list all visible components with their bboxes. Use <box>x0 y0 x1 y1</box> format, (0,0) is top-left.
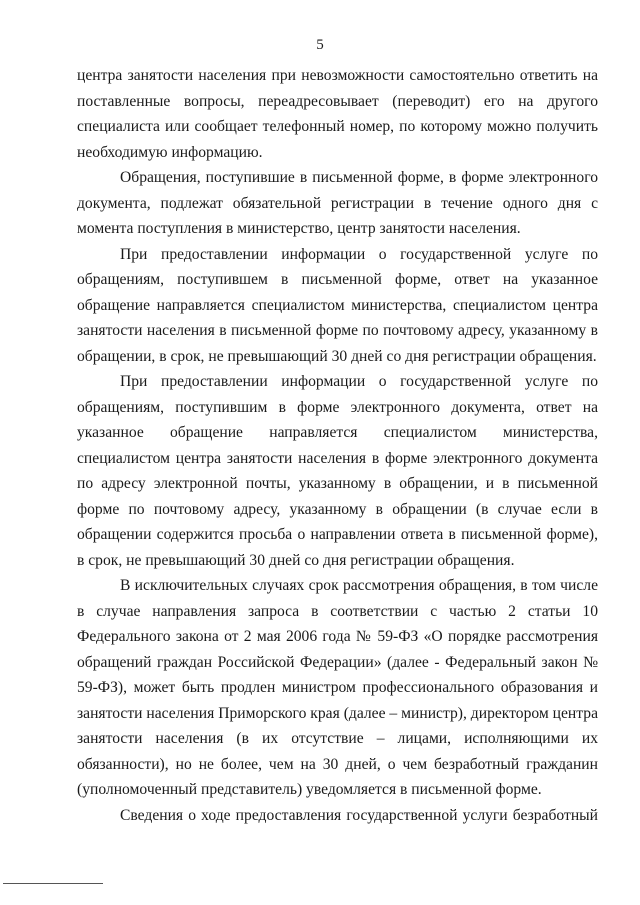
footnote-rule <box>3 883 103 884</box>
page-number: 5 <box>316 37 324 53</box>
paragraph-progress-info: Сведения о ходе предоставления государственной услуги безработный <box>120 806 598 824</box>
paragraph-extension: В исключительных случаях срок рассмотрения обращения, в том числе в случае направления запроса в соответствии с частью 2 статьи 10 Федерального закона от 2 мая 2006 года № 59-ФЗ «О порядке рассмотрения обращений граждан Российской Федерации» (далее - Федеральный закон № 59-ФЗ), может быть продлен министром профессионального образования и занятости населения Приморского края (далее – министр), директором центра занятости населения (в их отсутствие – лицами, исполняющими их обязанности), но не более, чем на 30 дней, о чем безработный гражданин (уполномоченный представитель) уведомляется в письменной форме. <box>77 577 598 798</box>
paragraph-registration: Обращения, поступившие в письменной форме, в форме электронного документа, подлежат обязательной регистрации в течение одного дня с момента поступления в министерство, центр занятости населения. <box>77 169 598 237</box>
paragraph-continuation: центра занятости населения при невозможности самостоятельно ответить на поставленные вопросы, переадресовывает (переводит) его на другого специалиста или сообщает телефонный номер, по которому можно получить необходимую информацию. <box>77 67 598 161</box>
paragraph-electronic-response: При предоставлении информации о государственной услуге по обращениям, поступившим в форме электронного документа, ответ на указанное обращение направляется специалистом министерства, специалистом центра занятости населения в форме электронного документа по адресу электронной почты, указанному в обращении, и в письменной форме по почтовому адресу, указанному в обращении (в случае если в обращении содержится просьба о направлении ответа в письменной форме), в срок, не превышающий 30 дней со дня регистрации обращения. <box>77 373 598 569</box>
document-body <box>77 63 598 828</box>
paragraph-written-response: При предоставлении информации о государственной услуге по обращениям, поступившем в письменной форме, ответ на указанное обращение направляется специалистом министерства, специалистом центра занятости населения в письменной форме по почтовому адресу, указанному в обращении, в срок, не превышающий 30 дней со дня регистрации обращения. <box>77 245 598 365</box>
